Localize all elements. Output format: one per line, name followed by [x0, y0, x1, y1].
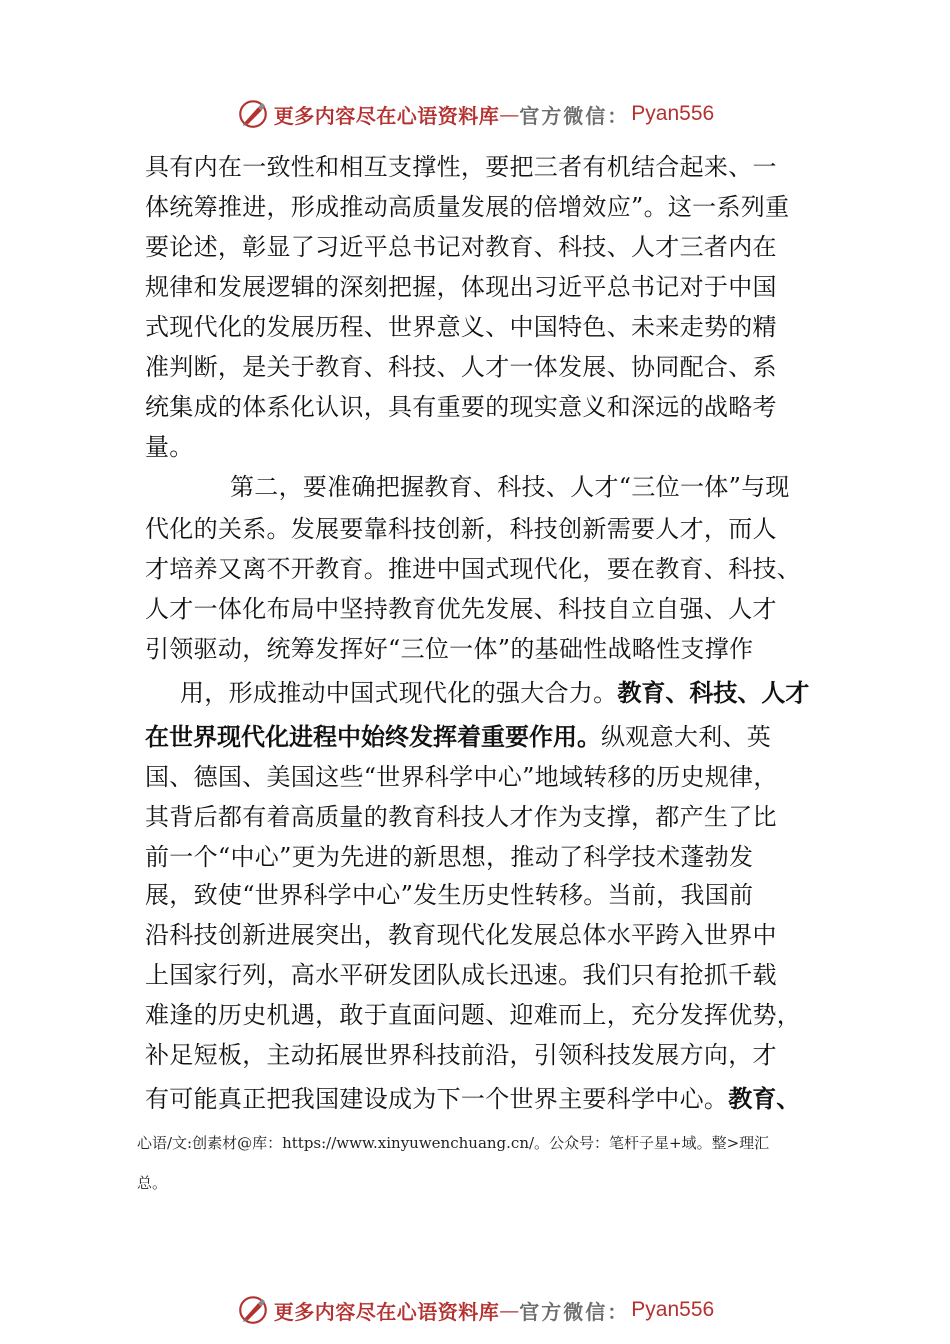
- body-line: 准判断，是关于教育、科技、人才一体发展、协同配合、系: [145, 353, 777, 381]
- banner-wechat-id: Pyan556: [631, 102, 715, 125]
- body-line: 难逢的历史机遇，敢于直面问题、迎难而上，充分发挥优势，: [145, 1001, 802, 1029]
- footer-banner: [0, 1290, 950, 1330]
- banner-site-name: 更多内容尽在心语资料库: [273, 1299, 500, 1324]
- bold-emphasis: 在世界现代化进程中始终发挥着重要作用。: [145, 723, 601, 751]
- body-line: 用，形成推动中国式现代化的强大合力。教育、科技、人才: [180, 679, 810, 707]
- body-line: 量。: [145, 433, 194, 461]
- body-line: 在世界现代化进程中始终发挥着重要作用。纵观意大利、英: [145, 723, 772, 751]
- body-line: 其背后都有着高质量的教育科技人才作为支撑，都产生了比: [145, 803, 777, 831]
- banner-wechat-label: 官方微信：: [519, 1299, 630, 1324]
- banner-site-name: 更多内容尽在心语资料库: [273, 103, 500, 128]
- body-line: 具有内在一致性和相互支撑性，要把三者有机结合起来、一: [145, 153, 777, 181]
- paragraph-start-line: 第二，要准确把握教育、科技、人才“三位一体”与现: [230, 473, 790, 501]
- body-line: 沿科技创新进展突出，教育现代化发展总体水平跨入世界中: [145, 921, 777, 949]
- body-line: 统集成的体系化认识，具有重要的现实意义和深远的战略考: [145, 393, 777, 421]
- bold-emphasis: 教育、科技、人才: [617, 679, 810, 707]
- pen-nib-logo-icon: [236, 1293, 270, 1327]
- body-line: 引领驱动，统筹发挥好“三位一体”的基础性战略性支撑作: [145, 635, 754, 663]
- body-line: 补足短板，主动拓展世界科技前沿，引领科技发展方向，才: [145, 1041, 777, 1069]
- source-footnote-line1: 心语/文:创素材@库：https://www.xinyuwenchuang.cn/。公众号：笔杆子星+域。整>理汇: [137, 1134, 770, 1152]
- banner-dash: —: [499, 102, 520, 126]
- body-line: 式现代化的发展历程、世界意义、中国特色、未来走势的精: [145, 313, 777, 341]
- body-line: 要论述，彰显了习近平总书记对教育、科技、人才三者内在: [145, 233, 777, 261]
- header-banner: [0, 94, 950, 134]
- bold-emphasis: 教育、: [728, 1085, 801, 1113]
- body-line: 展，致使“世界科学中心”发生历史性转移。当前，我国前: [145, 881, 754, 909]
- body-line: 才培养又离不开教育。推进中国式现代化，要在教育、科技、: [145, 555, 802, 583]
- body-line: 代化的关系。发展要靠科技创新，科技创新需要人才，而人: [145, 515, 777, 543]
- body-line: 有可能真正把我国建设成为下一个世界主要科学中心。教育、: [145, 1085, 801, 1113]
- pen-nib-logo-icon: [236, 97, 270, 131]
- body-line: 国、德国、美国这些“世界科学中心”地域转移的历史规律，: [145, 763, 778, 791]
- banner-wechat-label: 官方微信：: [519, 103, 630, 128]
- body-line: 规律和发展逻辑的深刻把握，体现出习近平总书记对于中国: [145, 273, 777, 301]
- body-line: 体统筹推进，形成推动高质量发展的倍增效应”。这一系列重: [145, 193, 790, 221]
- banner-dash: —: [499, 1298, 520, 1322]
- banner-wechat-id: Pyan556: [631, 1298, 715, 1321]
- body-line: 前一个“中心”更为先进的新思想，推动了科学技术蓬勃发: [145, 843, 754, 871]
- body-line: 上国家行列，高水平研发团队成长迅速。我们只有抢抓千载: [145, 961, 777, 989]
- body-line: 人才一体化布局中坚持教育优先发展、科技自立自强、人才: [145, 595, 777, 623]
- source-footnote-line2: 总。: [137, 1174, 168, 1192]
